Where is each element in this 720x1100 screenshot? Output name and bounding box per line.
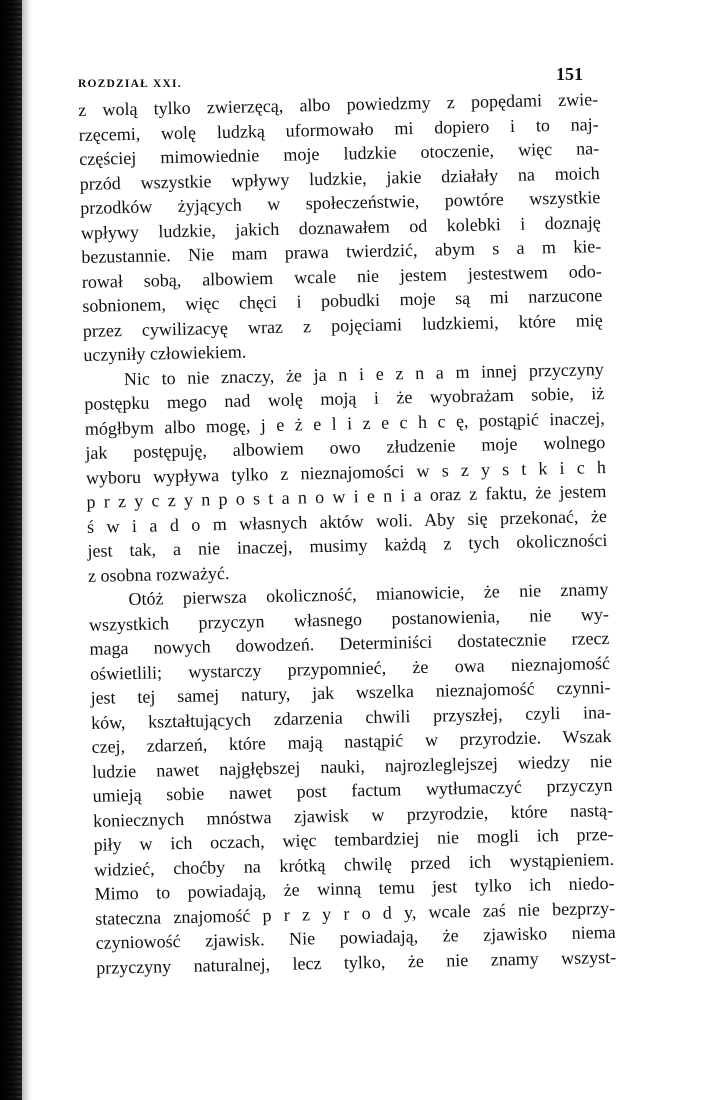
text-line: koniecznych mnóstwa zjawisk w przyrodzie, które nastą-	[92, 799, 614, 831]
text-line: przodków żyjących w społeczeństwie, powtóre wszystkie	[80, 187, 601, 218]
running-head: ROZDZIAŁ XXI.	[78, 78, 182, 90]
text-line: ków, kształtujących zdarzenia chwili przyszłej, czyli ina-	[90, 701, 612, 733]
text-line: z wolą tylko zwierzęcą, albo powiedzmy z popędami zwie-	[78, 89, 599, 120]
text-line: przód wszystkie wpływy ludzkie, jakie działały na moich	[79, 162, 600, 194]
text-line: przez cywilizacyę wraz z pojęciami ludzkiemi, które mię	[82, 309, 603, 341]
text-line: postępku mego nad wolę moją i że wyobrażam sobie, iż	[84, 383, 605, 414]
paragraph-start-line: Nic to nie znaczy, że ja n i e z n a m innej przyczyny	[123, 358, 604, 389]
text-line: czyniowość zjawisk. Nie powiadają, że zjawisko niema	[95, 921, 616, 953]
text-line: jest tak, a nie inaczej, musimy każdą z tych okoliczności	[87, 530, 608, 561]
text-line: częściej mimowiednie moje ludzkie otoczenie, więc na-	[79, 138, 600, 169]
text-line: mógłbym albo mogę, j e ż e l i z e c h c ę, postąpić inaczej,	[84, 407, 606, 439]
text-line: maga nowych dowodzeń. Determiniści dostatecznie rzecz	[89, 627, 610, 659]
text-line: wszystkich przyczyn własnego postanowienia, nie wy-	[88, 603, 610, 635]
text-line: przyczyny naturalnej, lecz tylko, że nie znamy wszyst-	[96, 946, 617, 978]
paragraph-start-line: Otóż pierwsza okoliczność, mianowicie, że nie znamy	[128, 579, 609, 610]
text-line: stateczna znajomość p r z y r o d y, wcale zaś nie bezprzy-	[94, 897, 616, 929]
text-line: czej, zdarzeń, które mają nastąpić w przyrodzie. Wszak	[91, 725, 612, 757]
text-line: rował sobą, albowiem wcale nie jestem jestestwem odo-	[81, 260, 602, 292]
text-line: rzęcemi, wolę ludzką uformowało mi dopiero i to naj-	[78, 113, 599, 145]
body-text	[78, 87, 616, 980]
gutter-shadow	[22, 0, 32, 1100]
text-line: bezustannie. Nie mam prawa twierdzić, abym s a m kie-	[81, 236, 602, 267]
text-line: ludzie nawet najgłębszej nauki, najrozleglejszej wiedzy nie	[91, 750, 613, 782]
text-line: sobnionem, więc chęci i pobudki moje są mi narzucone	[82, 285, 603, 316]
text-line: p r z y c z y n p o s t a n o w i e n i a oraz z faktu, że jestem	[86, 481, 607, 512]
page-number: 151	[556, 64, 583, 84]
text-line: piły w ich oczach, więc tembardziej nie mogli ich prze-	[93, 823, 614, 855]
text-line: ś w i a d o m własnych aktów woli. Aby się przekonać, że	[86, 505, 608, 537]
text-line: wpływy ludzkie, jakich doznawałem od kolebki i doznaję	[80, 211, 601, 243]
text-line: wyboru wypływa tylko z nieznajomości w s z y s t k i c h	[85, 456, 607, 488]
text-line: widzieć, choćby na krótką chwilę przed ich wystąpieniem.	[93, 848, 615, 880]
book-gutter	[0, 0, 22, 1100]
text-line: Mimo to powiadają, że winną temu jest tylko ich niedo-	[94, 872, 615, 904]
text-line: z osobna rozważyć.	[87, 562, 230, 586]
text-line: oświetlili; wystarczy przypomnieć, że owa nieznajomość	[89, 652, 611, 684]
text-line: jest tej samej natury, jak wszelka nieznajomość czynni-	[90, 676, 611, 708]
text-line: jak postępuję, albowiem owo złudzenie moje wolnego	[85, 432, 606, 463]
text-line: umieją sobie nawet post factum wytłumaczyć przyczyn	[92, 774, 613, 806]
text-line: uczyniły człowiekiem.	[83, 341, 247, 365]
